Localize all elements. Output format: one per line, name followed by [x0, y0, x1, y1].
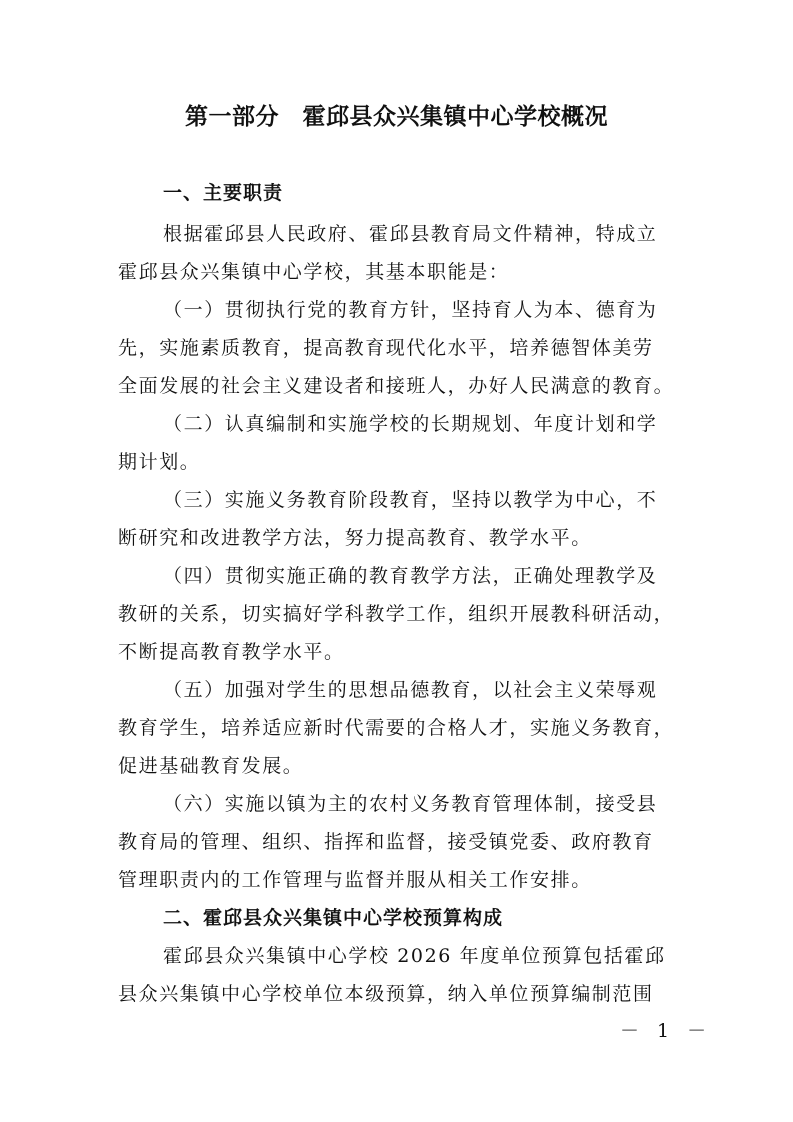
- page-title: 第一部分 霍邱县众兴集镇中心学校概况: [185, 104, 608, 130]
- paragraph-line: 教育局的管理、组织、指挥和监督，接受镇党委、政府教育: [118, 831, 654, 853]
- paragraph-line: （三）实施义务教育阶段教育，坚持以教学为中心，不: [163, 489, 658, 511]
- paragraph-line: 断研究和改进教学方法，努力提高教育、教学水平。: [118, 527, 592, 549]
- paragraph-line: 全面发展的社会主义建设者和接班人，办好人民满意的教育。: [118, 375, 675, 397]
- paragraph-line: 不断提高教育教学水平。: [118, 641, 345, 663]
- paragraph-line: （一）贯彻执行党的教育方针，坚持育人为本、德育为: [163, 299, 658, 321]
- paragraph-line: （五）加强对学生的思想品德教育，以社会主义荣辱观: [163, 679, 658, 701]
- paragraph-line: 县众兴集镇中心学校单位本级预算，纳入单位预算编制范围: [118, 983, 654, 1005]
- paragraph-line: 期计划。: [118, 451, 201, 473]
- paragraph-line: 霍邱县众兴集镇中心学校 2026 年度单位预算包括霍邱: [163, 945, 666, 967]
- paragraph-line: 教育学生，培养适应新时代需要的合格人才，实施义务教育，: [118, 717, 675, 739]
- paragraph-line: （四）贯彻实施正确的教育教学方法，正确处理教学及: [163, 565, 658, 587]
- paragraph-line: （二）认真编制和实施学校的长期规划、年度计划和学: [163, 413, 658, 435]
- paragraph-line: 根据霍邱县人民政府、霍邱县教育局文件精神，特成立: [163, 223, 658, 245]
- section-heading-budget: 二、霍邱县众兴集镇中心学校预算构成: [163, 907, 504, 929]
- paragraph-line: 管理职责内的工作管理与监督并服从相关工作安排。: [118, 869, 592, 891]
- paragraph-line: （六）实施以镇为主的农村义务教育管理体制，接受县: [163, 793, 658, 815]
- paragraph-line: 霍邱县众兴集镇中心学校，其基本职能是：: [118, 261, 510, 283]
- paragraph-line: 先，实施素质教育，提高教育现代化水平，培养德智体美劳: [118, 337, 654, 359]
- page-number: － 1 －: [620, 1020, 713, 1042]
- paragraph-line: 教研的关系，切实搞好学科教学工作，组织开展教科研活动，: [118, 603, 675, 625]
- paragraph-line: 促进基础教育发展。: [118, 755, 304, 777]
- section-heading-duties: 一、主要职责: [163, 182, 284, 204]
